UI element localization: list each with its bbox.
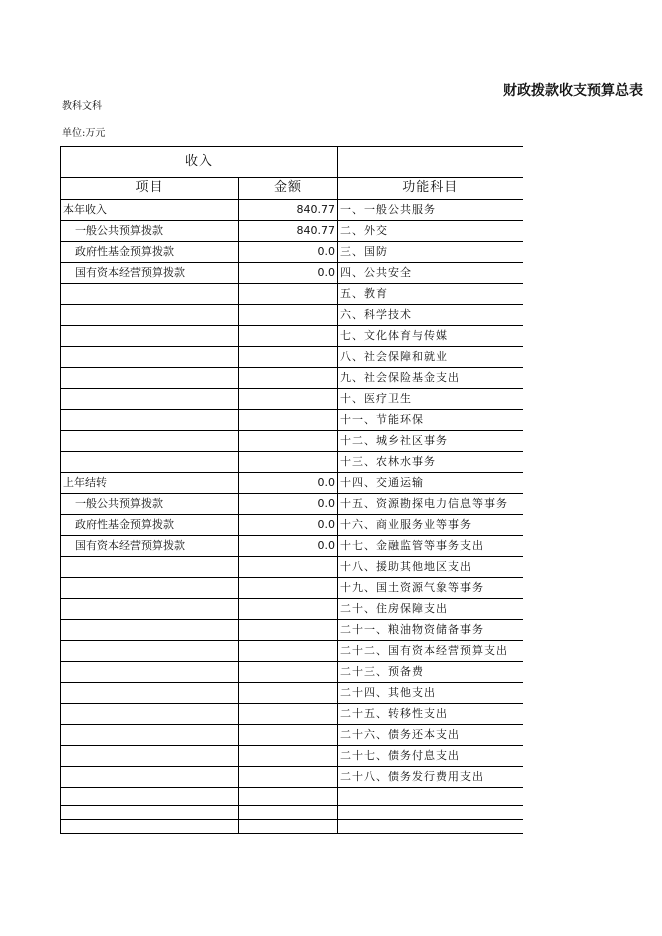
row-amount: 840.77 <box>239 200 338 221</box>
row-item <box>61 452 239 473</box>
row-amount <box>239 389 338 410</box>
row-item <box>61 746 239 767</box>
row-amount <box>239 725 338 746</box>
row-amount <box>239 662 338 683</box>
table-row <box>61 389 523 410</box>
row-item: 国有资本经营预算拨款 <box>61 263 239 284</box>
row-item <box>61 620 239 641</box>
row-function <box>338 788 523 806</box>
row-amount: 0.0 <box>239 263 338 284</box>
expense-header <box>338 147 523 178</box>
row-amount <box>239 368 338 389</box>
row-amount <box>239 347 338 368</box>
row-item: 政府性基金预算拨款 <box>61 515 239 536</box>
row-function: 三、国防 <box>338 242 523 263</box>
row-item <box>61 683 239 704</box>
row-function: 二十二、国有资本经营预算支出 <box>338 641 523 662</box>
row-function <box>338 806 523 820</box>
row-item <box>61 368 239 389</box>
table-row <box>61 221 523 242</box>
row-function: 二十八、债务发行费用支出 <box>338 767 523 788</box>
table-row <box>61 820 523 834</box>
row-item <box>61 431 239 452</box>
table-row <box>61 536 523 557</box>
budget-table <box>60 146 523 834</box>
row-function <box>338 820 523 834</box>
row-function: 六、科学技术 <box>338 305 523 326</box>
row-function: 八、社会保障和就业 <box>338 347 523 368</box>
table-row <box>61 683 523 704</box>
column-header-row <box>61 178 523 200</box>
row-amount <box>239 284 338 305</box>
row-item <box>61 788 239 806</box>
row-function: 四、公共安全 <box>338 263 523 284</box>
income-header: 收入 <box>61 147 338 178</box>
row-function: 十八、援助其他地区支出 <box>338 557 523 578</box>
table-row <box>61 347 523 368</box>
row-amount: 840.77 <box>239 221 338 242</box>
row-function: 二十六、债务还本支出 <box>338 725 523 746</box>
table-row <box>61 452 523 473</box>
row-amount <box>239 410 338 431</box>
row-item: 一般公共预算拨款 <box>61 221 239 242</box>
table-row <box>61 578 523 599</box>
col-item-header: 项目 <box>61 178 239 200</box>
table-row <box>61 494 523 515</box>
row-item: 一般公共预算拨款 <box>61 494 239 515</box>
row-amount <box>239 431 338 452</box>
table-row <box>61 305 523 326</box>
row-amount <box>239 767 338 788</box>
row-function: 十一、节能环保 <box>338 410 523 431</box>
row-function: 五、教育 <box>338 284 523 305</box>
table-row <box>61 368 523 389</box>
col-function-header: 功能科目 <box>338 178 523 200</box>
row-amount <box>239 683 338 704</box>
organization-label: 教科文科 <box>62 101 102 112</box>
row-function: 十九、国土资源气象等事务 <box>338 578 523 599</box>
table-row <box>61 704 523 725</box>
row-amount: 0.0 <box>239 536 338 557</box>
row-amount <box>239 620 338 641</box>
table-row <box>61 515 523 536</box>
table-row <box>61 806 523 820</box>
row-amount <box>239 641 338 662</box>
row-item <box>61 410 239 431</box>
row-item <box>61 767 239 788</box>
row-amount <box>239 746 338 767</box>
row-amount <box>239 788 338 806</box>
row-item <box>61 347 239 368</box>
row-item <box>61 305 239 326</box>
table-row <box>61 263 523 284</box>
row-function: 十三、农林水事务 <box>338 452 523 473</box>
row-item <box>61 704 239 725</box>
table-row <box>61 473 523 494</box>
table-row <box>61 410 523 431</box>
row-function: 十四、交通运输 <box>338 473 523 494</box>
row-amount <box>239 305 338 326</box>
table-row <box>61 662 523 683</box>
table-row <box>61 200 523 221</box>
row-amount <box>239 452 338 473</box>
row-amount <box>239 806 338 820</box>
unit-label: 单位:万元 <box>62 128 106 139</box>
row-function: 二十三、预备费 <box>338 662 523 683</box>
row-amount <box>239 820 338 834</box>
row-function: 十五、资源勘探电力信息等事务 <box>338 494 523 515</box>
table-row <box>61 788 523 806</box>
table-row <box>61 746 523 767</box>
row-amount <box>239 326 338 347</box>
row-item <box>61 284 239 305</box>
table-row <box>61 284 523 305</box>
row-item <box>61 806 239 820</box>
row-function: 二十四、其他支出 <box>338 683 523 704</box>
table-row <box>61 725 523 746</box>
table-row <box>61 767 523 788</box>
row-function: 十六、商业服务业等事务 <box>338 515 523 536</box>
table-row <box>61 599 523 620</box>
row-item <box>61 326 239 347</box>
table-row <box>61 620 523 641</box>
row-item: 政府性基金预算拨款 <box>61 242 239 263</box>
row-amount <box>239 599 338 620</box>
row-amount: 0.0 <box>239 242 338 263</box>
row-item <box>61 725 239 746</box>
row-item <box>61 662 239 683</box>
row-function: 九、社会保险基金支出 <box>338 368 523 389</box>
row-function: 二十五、转移性支出 <box>338 704 523 725</box>
row-amount: 0.0 <box>239 473 338 494</box>
row-function: 七、文化体育与传媒 <box>338 326 523 347</box>
income-header-row <box>61 147 523 178</box>
row-function: 十、医疗卫生 <box>338 389 523 410</box>
table-row <box>61 557 523 578</box>
table-row <box>61 242 523 263</box>
row-function: 十七、金融监管等事务支出 <box>338 536 523 557</box>
row-item <box>61 641 239 662</box>
table-row <box>61 431 523 452</box>
table-row <box>61 641 523 662</box>
row-function: 十二、城乡社区事务 <box>338 431 523 452</box>
row-function: 二十、住房保障支出 <box>338 599 523 620</box>
row-item <box>61 820 239 834</box>
row-function: 一、一般公共服务 <box>338 200 523 221</box>
row-item: 上年结转 <box>61 473 239 494</box>
row-item: 本年收入 <box>61 200 239 221</box>
row-amount <box>239 557 338 578</box>
col-amount-header: 金额 <box>239 178 338 200</box>
row-item <box>61 389 239 410</box>
row-item: 国有资本经营预算拨款 <box>61 536 239 557</box>
row-amount: 0.0 <box>239 515 338 536</box>
table-row <box>61 326 523 347</box>
row-item <box>61 599 239 620</box>
row-amount <box>239 578 338 599</box>
row-item <box>61 557 239 578</box>
row-function: 二十七、债务付息支出 <box>338 746 523 767</box>
row-item <box>61 578 239 599</box>
row-function: 二十一、粮油物资储备事务 <box>338 620 523 641</box>
row-amount <box>239 704 338 725</box>
row-amount: 0.0 <box>239 494 338 515</box>
row-function: 二、外交 <box>338 221 523 242</box>
page-title: 财政拨款收支预算总表 <box>503 83 643 99</box>
